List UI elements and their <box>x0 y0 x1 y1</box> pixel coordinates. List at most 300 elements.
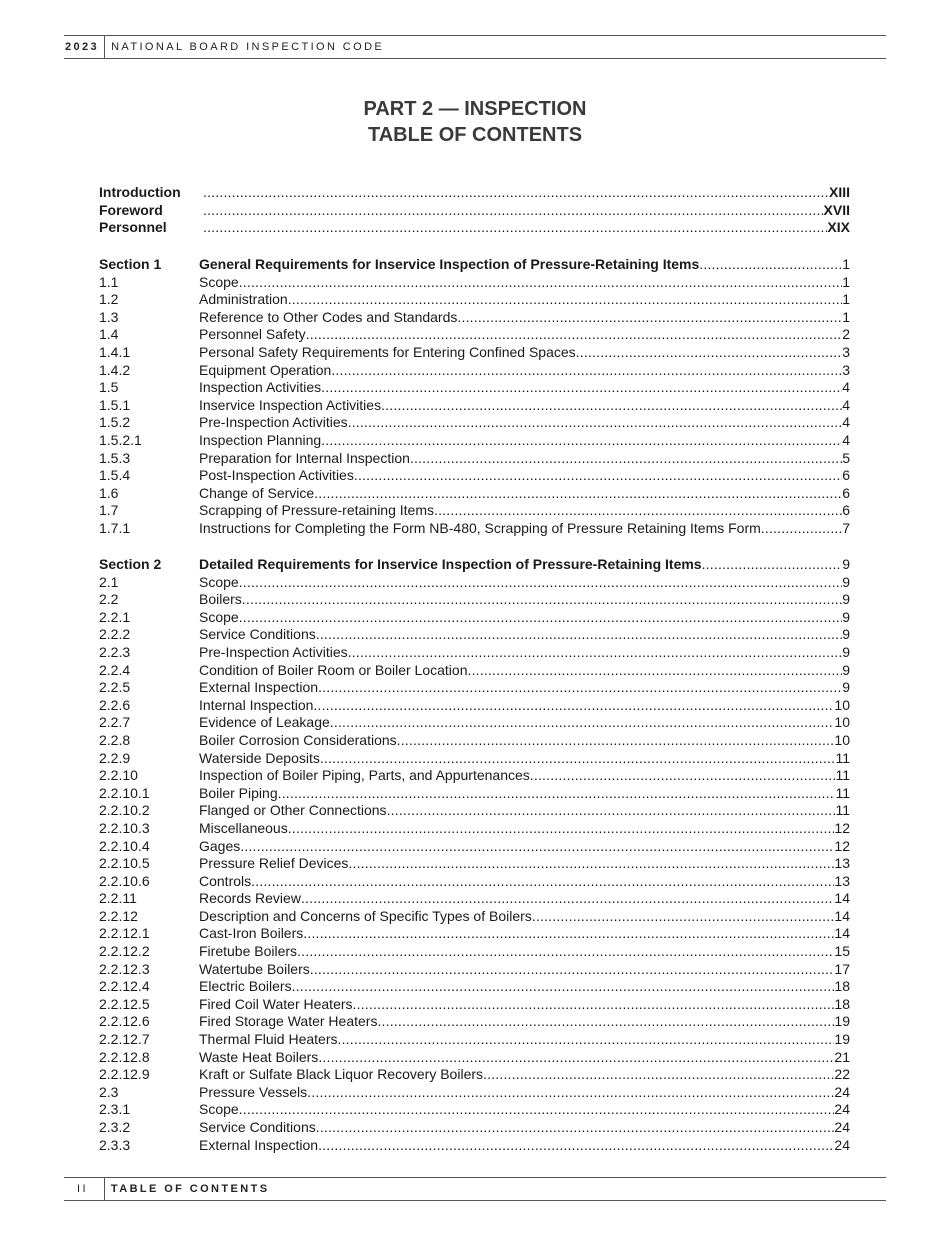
dot-leader <box>320 750 836 768</box>
toc-entry-title: Post-Inspection Activities <box>199 467 354 484</box>
toc-entry-title: Cast-Iron Boilers <box>199 925 304 942</box>
toc-entry[interactable] <box>99 1101 850 1119</box>
toc-entry-leader-group <box>199 574 850 592</box>
toc-entry-leader-group <box>199 414 850 432</box>
toc-entry-page: 6 <box>842 484 850 501</box>
toc-entry-title: Reference to Other Codes and Standards <box>199 308 458 325</box>
toc-entry-leader-group <box>199 379 850 397</box>
toc-entry-title: Fired Storage Water Heaters <box>199 1013 378 1030</box>
toc-entry-page: 24 <box>834 1083 850 1100</box>
toc-entry[interactable] <box>99 379 850 397</box>
toc-entry-leader-group <box>199 502 850 520</box>
toc-entry-leader-group <box>199 943 850 961</box>
toc-entry-page: 6 <box>842 467 850 484</box>
toc-entry-title: Controls <box>199 872 252 889</box>
toc-entry-title: General Requirements for Inservice Inspection of Pressure-Retaining Items <box>199 256 700 272</box>
toc-entry-title: Flanged or Other Connections <box>199 802 387 819</box>
dot-leader <box>316 626 842 644</box>
toc-entry-title: Pressure Vessels <box>199 1083 308 1100</box>
page-title-line1: PART 2 — INSPECTION <box>363 98 587 120</box>
toc-entry-number: 2.2.3 <box>99 643 131 660</box>
toc-entry[interactable] <box>99 714 850 732</box>
toc-entry-number: Section 1 <box>99 256 162 272</box>
toc-entry[interactable] <box>99 326 850 344</box>
dot-leader <box>467 662 842 680</box>
toc-entry[interactable] <box>99 1084 850 1102</box>
toc-entry-number: 1.7.1 <box>99 519 131 536</box>
toc-entry-leader-group <box>199 485 850 503</box>
toc-entry-title: Waste Heat Boilers <box>199 1048 319 1065</box>
toc-entry-number: 2.2.12.6 <box>99 1013 150 1030</box>
toc-entry-number: 2.2.12.3 <box>99 960 150 977</box>
toc-entry-page: 11 <box>835 784 850 801</box>
toc-entry-leader-group <box>199 838 850 856</box>
toc-entry[interactable] <box>99 256 850 274</box>
toc-entry[interactable] <box>99 556 850 574</box>
toc-section-2 <box>99 556 850 1154</box>
toc-entry-title: Firetube Boilers <box>199 943 298 960</box>
toc-entry-number: 2.2.10.3 <box>99 819 150 836</box>
toc-entry-page: 24 <box>834 1136 850 1153</box>
toc-entry-title: External Inspection <box>199 679 319 696</box>
toc-entry-page: XVII <box>823 201 850 218</box>
toc-entry-title: Inspection of Boiler Piping, Parts, and Appurtenances <box>199 767 530 784</box>
dot-leader <box>377 1013 834 1031</box>
dot-leader <box>240 838 834 856</box>
toc-entry-number: 2.2.10.1 <box>99 784 150 801</box>
toc-entry-leader-group <box>199 996 850 1014</box>
toc-entry-number: 2.2.9 <box>99 749 131 766</box>
toc-entry[interactable] <box>99 344 850 362</box>
toc-entry-page: 12 <box>834 819 850 836</box>
toc-entry-title: Preparation for Internal Inspection <box>199 449 410 466</box>
toc-entry-number: 2.2.1 <box>99 608 131 625</box>
toc-entry-label: Personnel <box>99 219 167 236</box>
toc-entry-leader-group <box>199 591 850 609</box>
toc-entry-page: 10 <box>834 696 850 713</box>
toc-entry[interactable] <box>99 502 850 520</box>
toc-entry-label: Introduction <box>99 184 181 200</box>
toc-entry-number: 1.6 <box>99 484 119 501</box>
dot-leader <box>318 1137 834 1155</box>
dot-leader <box>331 362 842 380</box>
toc-entry-title: Instructions for Completing the Form NB-480, Scrapping of Pressure Retaining Items Form <box>199 519 761 536</box>
toc-entry-leader-group <box>199 450 850 468</box>
toc-entry-title: Scope <box>199 608 239 625</box>
dot-leader <box>483 1066 834 1084</box>
toc-entry-page: 10 <box>834 731 850 748</box>
toc-entry-title: Electric Boilers <box>199 978 292 995</box>
toc-entry-title: Change of Service <box>199 484 315 501</box>
toc-entry-page: 1 <box>842 291 850 308</box>
toc-entry-page: 4 <box>842 396 850 413</box>
toc-entry[interactable] <box>99 397 850 415</box>
toc-entry-page: 14 <box>834 907 850 924</box>
toc-entry[interactable] <box>99 467 850 485</box>
dot-leader <box>381 397 842 415</box>
toc-entry-number: 2.2.10 <box>99 767 138 784</box>
toc-entry-leader-group <box>199 1049 850 1067</box>
toc-entry[interactable] <box>99 855 850 873</box>
toc-entry-leader-group <box>199 767 850 785</box>
toc-entry-title: External Inspection <box>199 1136 319 1153</box>
toc-entry-number: 1.5 <box>99 379 119 396</box>
toc-entry-leader-group <box>199 855 850 873</box>
dot-leader <box>307 1084 834 1102</box>
toc-entry-leader-group <box>199 820 850 838</box>
toc-entry[interactable] <box>99 291 850 309</box>
toc-entry-title: Evidence of Leakage <box>199 714 330 731</box>
toc-entry-number: 2.2.12.5 <box>99 995 150 1012</box>
dot-leader <box>338 1031 835 1049</box>
toc-entry-number: 2.2.7 <box>99 714 131 731</box>
toc-entry-leader-group <box>199 890 850 908</box>
toc-entry-number: 2.2.2 <box>99 626 131 643</box>
toc-entry[interactable] <box>99 485 850 503</box>
toc-entry-title: Description and Concerns of Specific Types of Boilers <box>199 907 532 924</box>
toc-entry[interactable] <box>99 1119 850 1137</box>
toc-entry[interactable] <box>99 978 850 996</box>
toc-entry-page: 17 <box>834 960 850 977</box>
toc-entry[interactable] <box>99 202 850 220</box>
dot-leader <box>203 219 827 237</box>
page-footer <box>64 1177 886 1201</box>
dot-leader <box>354 467 842 485</box>
dot-leader <box>699 256 842 274</box>
toc-entry[interactable] <box>99 362 850 380</box>
toc-entry-number: 1.5.4 <box>99 467 131 484</box>
toc-entry-number: 1.4.2 <box>99 361 131 378</box>
header-year: 2023 <box>64 36 105 58</box>
toc-entry-number: 1.7 <box>99 502 119 519</box>
toc-entry-page: 3 <box>842 343 850 360</box>
toc-entry-leader-group <box>199 291 850 309</box>
toc-entry-page: 11 <box>835 802 850 819</box>
dot-leader <box>306 326 843 344</box>
toc-entry-leader-group <box>199 1084 850 1102</box>
toc-entry-title: Thermal Fluid Heaters <box>199 1031 338 1048</box>
dot-leader <box>348 644 843 662</box>
toc-entry[interactable] <box>99 1031 850 1049</box>
toc-entry-page: XIII <box>828 184 850 200</box>
dot-leader <box>457 309 842 327</box>
toc-entry-page: 9 <box>842 591 850 608</box>
toc-entry-leader-group <box>199 626 850 644</box>
toc-entry-page: 1 <box>842 273 850 290</box>
dot-leader <box>242 591 842 609</box>
dot-leader <box>288 820 835 838</box>
toc-entry[interactable] <box>99 626 850 644</box>
toc-entry-number: 1.4.1 <box>99 343 131 360</box>
dot-leader <box>297 943 834 961</box>
toc-entry-page: 9 <box>842 556 850 572</box>
dot-leader <box>313 697 834 715</box>
dot-leader <box>576 344 843 362</box>
toc-entry-title: Kraft or Sulfate Black Liquor Recovery Boilers <box>199 1066 484 1083</box>
toc-entry-number: 1.5.1 <box>99 396 131 413</box>
dot-leader <box>348 855 834 873</box>
toc-entry-title: Scope <box>199 573 239 590</box>
toc-entry[interactable] <box>99 591 850 609</box>
toc-entry[interactable] <box>99 873 850 891</box>
toc-entry-title: Waterside Deposits <box>199 749 320 766</box>
page-header <box>64 35 886 59</box>
toc-entry-page: 9 <box>842 573 850 590</box>
toc-entry-title: Service Conditions <box>199 1119 316 1135</box>
toc-entry-leader-group <box>199 750 850 768</box>
toc-entry-title: Scope <box>199 273 239 290</box>
toc-entry-number: 2.2.12 <box>99 907 138 924</box>
toc-entry-leader-group <box>199 556 850 574</box>
toc-entry[interactable] <box>99 943 850 961</box>
toc-entry-number: 1.2 <box>99 291 119 308</box>
toc-entry-page: 13 <box>834 855 850 872</box>
toc-entry-page: 18 <box>834 995 850 1012</box>
toc-entry-title: Boiler Piping <box>199 784 278 801</box>
toc-entry-title: Boiler Corrosion Considerations <box>199 731 397 748</box>
toc-entry-leader-group <box>199 362 850 380</box>
toc-entry-leader-group <box>199 1013 850 1031</box>
toc-entry-page: 14 <box>834 890 850 907</box>
toc-entry-number: 2.2 <box>99 591 119 608</box>
dot-leader <box>410 450 842 468</box>
toc-entry-leader-group <box>199 802 850 820</box>
toc-entry-leader-group <box>199 961 850 979</box>
toc-entry-page: 7 <box>842 519 850 536</box>
toc-entry[interactable] <box>99 838 850 856</box>
dot-leader <box>203 184 829 202</box>
toc-entry[interactable] <box>99 1066 850 1084</box>
toc-entry-page: 11 <box>835 767 850 784</box>
dot-leader <box>434 502 842 520</box>
toc-entry[interactable] <box>99 644 850 662</box>
toc-entry[interactable] <box>99 520 850 538</box>
toc-entry-page: 1 <box>842 308 850 325</box>
toc-entry-title: Watertube Boilers <box>199 960 310 977</box>
toc-entry[interactable] <box>99 309 850 327</box>
toc-entry-title: Fired Coil Water Heaters <box>199 995 353 1012</box>
header-title: NATIONAL BOARD INSPECTION CODE <box>111 41 385 53</box>
toc-entry-page: 11 <box>835 749 850 766</box>
toc-entry[interactable] <box>99 1137 850 1155</box>
toc-entry-number: 1.3 <box>99 308 119 325</box>
toc-entry-number: 2.2.12.9 <box>99 1066 150 1083</box>
toc-entry-leader-group <box>199 1119 850 1137</box>
toc-entry-leader-group <box>199 432 850 450</box>
toc-entry-leader-group <box>203 219 850 237</box>
toc-entry-page: 12 <box>834 837 850 854</box>
toc-entry-page: 9 <box>842 626 850 643</box>
toc-entry[interactable] <box>99 414 850 432</box>
toc-entry-leader-group <box>199 732 850 750</box>
dot-leader <box>301 890 834 908</box>
toc-entry-page: 19 <box>834 1013 850 1030</box>
toc-entry[interactable] <box>99 996 850 1014</box>
toc-entry[interactable] <box>99 961 850 979</box>
toc-entry-title: Scrapping of Pressure-retaining Items <box>199 502 434 519</box>
dot-leader <box>239 574 843 592</box>
toc-entry-title: Inservice Inspection Activities <box>199 396 382 413</box>
dot-leader <box>321 379 842 397</box>
dot-leader <box>303 925 834 943</box>
toc-entry-leader-group <box>199 873 850 891</box>
dot-leader <box>348 414 843 432</box>
dot-leader <box>532 908 835 926</box>
toc-entry-leader-group <box>199 1137 850 1155</box>
toc-entry-page: 9 <box>842 679 850 696</box>
toc-entry[interactable] <box>99 785 850 803</box>
toc-entry-title: Personnel Safety <box>199 326 306 343</box>
dot-leader <box>702 556 843 574</box>
toc-entry-leader-group <box>199 467 850 485</box>
toc-entry-number: 2.2.10.5 <box>99 855 150 872</box>
toc-entry-title: Inspection Activities <box>199 379 322 396</box>
dot-leader <box>330 714 835 732</box>
toc-entry-page: 3 <box>842 361 850 378</box>
toc-entry-leader-group <box>199 609 850 627</box>
toc-entry-page: 24 <box>834 1101 850 1118</box>
toc-entry-number: 1.5.2 <box>99 414 131 431</box>
toc-entry-page: XIX <box>827 219 850 236</box>
toc-entry-page: 6 <box>842 502 850 519</box>
toc-entry[interactable] <box>99 1013 850 1031</box>
toc-entry-page: 4 <box>842 431 850 448</box>
toc-entry-leader-group <box>199 1066 850 1084</box>
toc-entry-number: 2.3 <box>99 1083 119 1100</box>
toc-entry[interactable] <box>99 732 850 750</box>
toc-entry[interactable] <box>99 767 850 785</box>
toc-entry-page: 4 <box>842 414 850 431</box>
toc-entry[interactable] <box>99 820 850 838</box>
toc-entry-number: 2.2.4 <box>99 661 131 678</box>
toc-entry[interactable] <box>99 450 850 468</box>
toc-entry-leader-group <box>199 344 850 362</box>
toc-entry[interactable] <box>99 432 850 450</box>
toc-entry-label: Foreword <box>99 201 163 218</box>
toc-entry-leader-group <box>199 1101 850 1119</box>
toc-entry-number: 2.2.10.4 <box>99 837 150 854</box>
toc-entry-number: 1.1 <box>99 273 119 290</box>
toc-entry-title: Boilers <box>199 591 242 608</box>
toc-entry-title: Pre-Inspection Activities <box>199 643 348 660</box>
dot-leader <box>278 785 836 803</box>
toc-entry-page: 10 <box>834 714 850 731</box>
toc-entry-title: Internal Inspection <box>199 696 314 713</box>
toc-entry-number: 1.5.2.1 <box>99 431 142 448</box>
toc-entry[interactable] <box>99 184 850 202</box>
toc-entry-page: 9 <box>842 643 850 660</box>
toc-front-matter <box>99 184 850 237</box>
toc-entry[interactable] <box>99 802 850 820</box>
toc-entry-page: 9 <box>842 661 850 678</box>
toc-entry-leader-group <box>199 256 850 274</box>
toc-entry-page: 15 <box>834 943 850 960</box>
toc-entry[interactable] <box>99 679 850 697</box>
toc-entry-leader-group <box>203 184 850 202</box>
toc-entry[interactable] <box>99 750 850 768</box>
dot-leader <box>397 732 835 750</box>
toc-entry[interactable] <box>99 697 850 715</box>
toc-entry-leader-group <box>199 697 850 715</box>
toc-entry[interactable] <box>99 609 850 627</box>
toc-entry-title: Records Review <box>199 890 301 907</box>
dot-leader <box>239 1101 835 1119</box>
toc-entry-page: 13 <box>834 872 850 889</box>
toc-entry-leader-group <box>199 679 850 697</box>
toc-entry-leader-group <box>203 202 850 220</box>
toc-entry-title: Equipment Operation <box>199 361 332 378</box>
dot-leader <box>387 802 836 820</box>
toc-section-1 <box>99 256 850 538</box>
toc-entry-title: Pressure Relief Devices <box>199 855 349 872</box>
page-title <box>0 96 950 148</box>
toc-entry-leader-group <box>199 520 850 538</box>
toc-entry-leader-group <box>199 644 850 662</box>
toc-entry-leader-group <box>199 397 850 415</box>
toc-entry-number: 2.2.6 <box>99 696 131 713</box>
dot-leader <box>318 1049 834 1067</box>
toc-entry[interactable] <box>99 574 850 592</box>
toc-entry-leader-group <box>199 1031 850 1049</box>
toc-entry-page: 21 <box>834 1048 850 1065</box>
toc-entry-leader-group <box>199 309 850 327</box>
toc-entry-number: 2.2.5 <box>99 679 131 696</box>
toc-entry-leader-group <box>199 925 850 943</box>
toc-entry[interactable] <box>99 274 850 292</box>
dot-leader <box>318 679 842 697</box>
toc-entry-number: 2.3.2 <box>99 1119 131 1135</box>
dot-leader <box>292 978 835 996</box>
footer-page-number: II <box>64 1178 105 1200</box>
toc-entry-page: 2 <box>842 326 850 343</box>
dot-leader <box>203 202 824 220</box>
dot-leader <box>761 520 842 538</box>
dot-leader <box>314 485 842 503</box>
toc-entry[interactable] <box>99 908 850 926</box>
toc-entry-page: 22 <box>834 1066 850 1083</box>
toc-entry[interactable] <box>99 219 850 237</box>
toc-entry-title: Administration <box>199 291 288 308</box>
toc-entry-title: Detailed Requirements for Inservice Inspection of Pressure-Retaining Items <box>199 556 702 572</box>
dot-leader <box>530 767 836 785</box>
toc-entry-leader-group <box>199 274 850 292</box>
toc-entry-number: 2.2.10.6 <box>99 872 150 889</box>
toc-entry-title: Service Conditions <box>199 626 316 643</box>
toc-entry-page: 1 <box>842 256 850 272</box>
toc-entry-leader-group <box>199 662 850 680</box>
dot-leader <box>353 996 835 1014</box>
toc-entry-page: 19 <box>834 1031 850 1048</box>
toc-entry[interactable] <box>99 1049 850 1067</box>
toc-entry-title: Inspection Planning <box>199 431 322 448</box>
toc-entry-page: 18 <box>834 978 850 995</box>
toc-entry[interactable] <box>99 890 850 908</box>
toc-entry-number: 2.1 <box>99 573 119 590</box>
toc-entry-number: Section 2 <box>99 556 162 572</box>
toc-entry-number: 2.2.12.2 <box>99 943 150 960</box>
dot-leader <box>239 609 843 627</box>
toc-entry-number: 2.2.12.1 <box>99 925 150 942</box>
toc-entry-leader-group <box>199 785 850 803</box>
toc-entry-title: Condition of Boiler Room or Boiler Location <box>199 661 468 678</box>
toc-entry-number: 2.2.11 <box>99 890 137 907</box>
toc-entry-leader-group <box>199 908 850 926</box>
toc-entry[interactable] <box>99 662 850 680</box>
toc-entry-title: Gages <box>199 837 241 854</box>
toc-entry-page: 14 <box>834 925 850 942</box>
toc-entry[interactable] <box>99 925 850 943</box>
toc-entry-title: Miscellaneous <box>199 819 288 836</box>
